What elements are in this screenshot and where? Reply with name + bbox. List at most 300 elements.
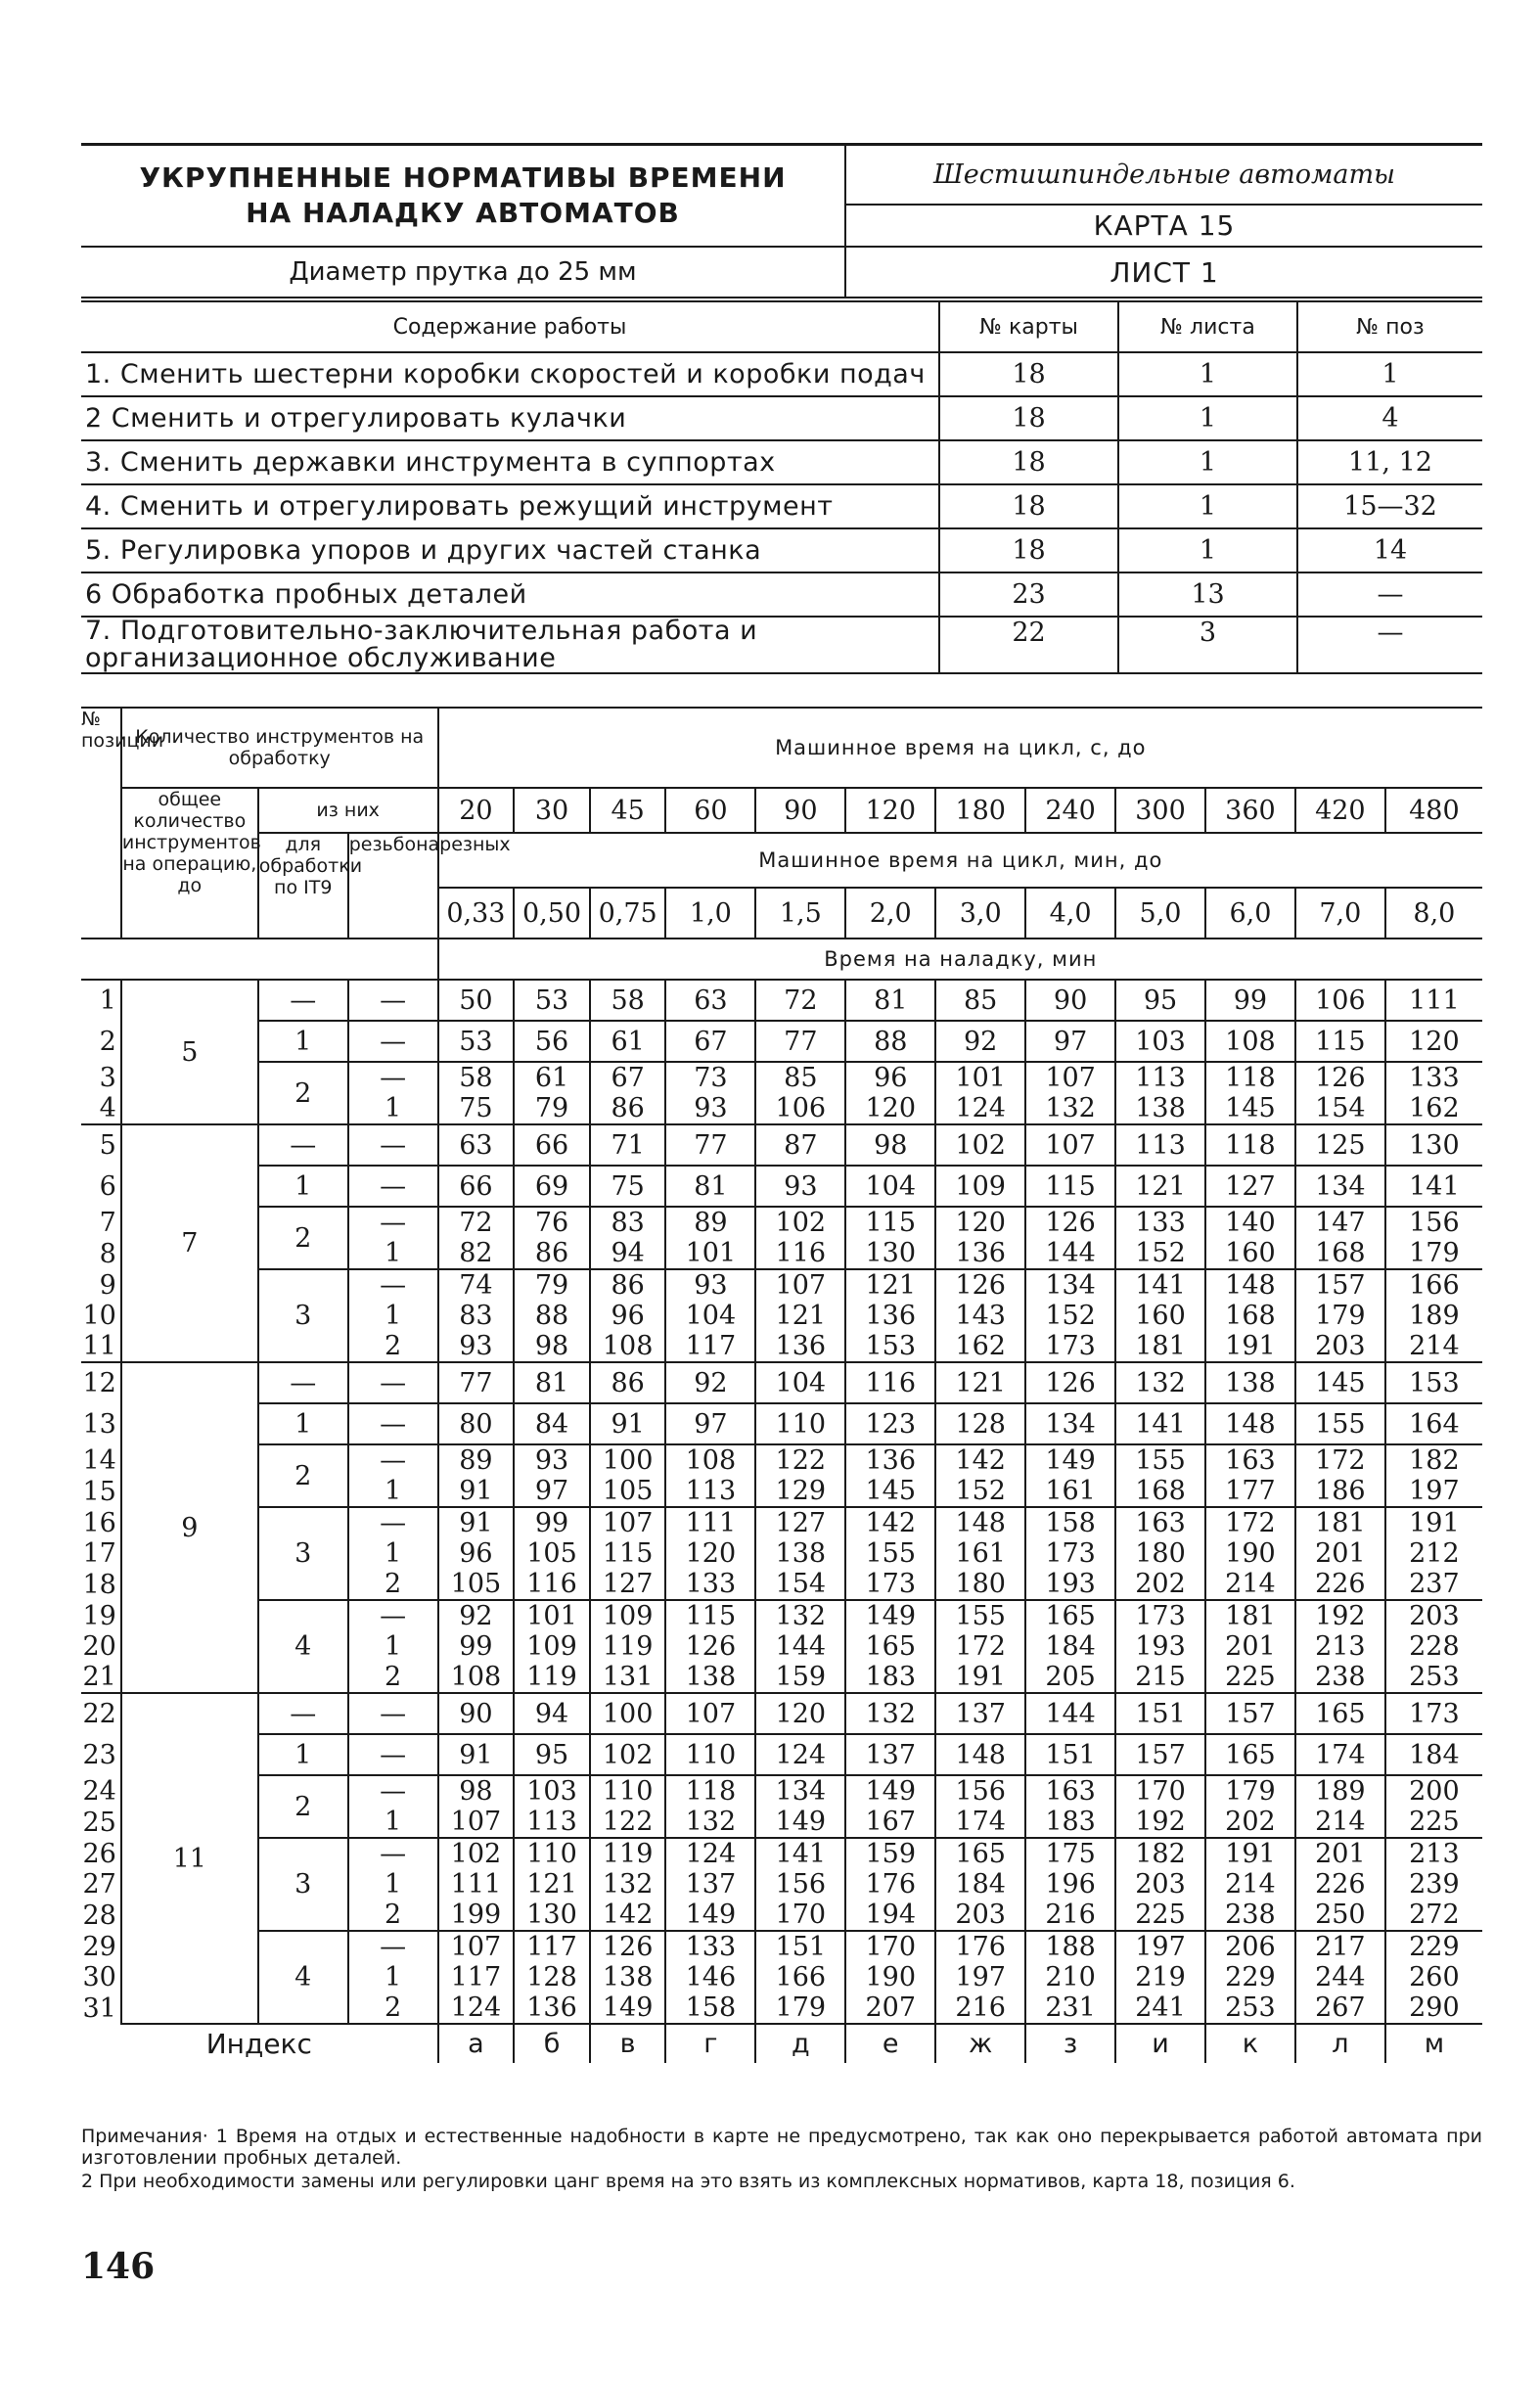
minutes-header-cell: 5,0 <box>1115 888 1205 939</box>
setup-time-value: 86 <box>590 1362 666 1403</box>
setup-time-value: 69 <box>514 1166 590 1207</box>
setup-time-value: 155 <box>935 1600 1025 1631</box>
index-row <box>81 2024 1482 2063</box>
index-letter: а <box>438 2024 515 2063</box>
setup-time-value: 142 <box>935 1444 1025 1476</box>
seconds-header-cell: 60 <box>665 788 755 833</box>
thread-tools: — <box>348 1269 438 1301</box>
setup-time-value: 176 <box>845 1869 935 1900</box>
setup-time-value: 216 <box>935 1992 1025 2024</box>
setup-time-value: 267 <box>1295 1992 1385 2024</box>
summary-cell: 13 <box>1118 572 1297 617</box>
setup-time-value: 181 <box>1295 1507 1385 1538</box>
setup-time-value: 104 <box>755 1362 845 1403</box>
setup-time-value: 113 <box>514 1807 590 1838</box>
position-number: 30 <box>81 1962 121 1992</box>
setup-time-value: 133 <box>665 1569 755 1600</box>
setup-time-value: 97 <box>665 1403 755 1444</box>
setup-time-value: 138 <box>755 1538 845 1569</box>
thread-tools: 1 <box>348 1301 438 1331</box>
setup-time-value: 241 <box>1115 1992 1205 2024</box>
summary-cell: — <box>1297 617 1482 673</box>
col-header-thread: резьбонарезных <box>348 833 438 939</box>
setup-time-value: 157 <box>1295 1269 1385 1301</box>
setup-time-value: 216 <box>1025 1900 1115 1931</box>
setup-time-value: 86 <box>590 1093 666 1124</box>
thread-tools: 2 <box>348 1662 438 1693</box>
it9-tools: 3 <box>258 1838 348 1931</box>
setup-time-value: 82 <box>438 1238 515 1269</box>
setup-time-value: 117 <box>438 1962 515 1992</box>
setup-time-value: 202 <box>1205 1807 1295 1838</box>
thread-tools: 1 <box>348 1869 438 1900</box>
setup-time-value: 130 <box>1385 1124 1482 1166</box>
setup-time-value: 126 <box>665 1631 755 1662</box>
setup-time-value: 172 <box>935 1631 1025 1662</box>
setup-time-value: 96 <box>590 1301 666 1331</box>
summary-header-cell: № поз <box>1297 301 1482 352</box>
setup-time-value: 225 <box>1205 1662 1295 1693</box>
thread-tools: — <box>348 1734 438 1775</box>
thread-tools: — <box>348 1362 438 1403</box>
position-number: 21 <box>81 1662 121 1693</box>
setup-time-value: 197 <box>1115 1931 1205 1962</box>
setup-time-value: 124 <box>755 1734 845 1775</box>
setup-time-value: 118 <box>1205 1124 1295 1166</box>
setup-time-value: 107 <box>1025 1124 1115 1166</box>
setup-time-value: 142 <box>590 1900 666 1931</box>
setup-time-value: 126 <box>590 1931 666 1962</box>
setup-time-value: 226 <box>1295 1569 1385 1600</box>
setup-time-value: 182 <box>1115 1838 1205 1869</box>
setup-time-value: 141 <box>755 1838 845 1869</box>
setup-time-value: 125 <box>1295 1124 1385 1166</box>
setup-time-value: 141 <box>1385 1166 1482 1207</box>
setup-time-value: 91 <box>438 1734 515 1775</box>
index-letter: г <box>665 2024 755 2063</box>
it9-tools: — <box>258 1693 348 1734</box>
setup-time-value: 290 <box>1385 1992 1482 2024</box>
index-letter: з <box>1025 2024 1115 2063</box>
table-row <box>81 1124 1482 1166</box>
setup-time-value: 126 <box>1025 1362 1115 1403</box>
setup-time-value: 190 <box>845 1962 935 1992</box>
setup-time-value: 152 <box>1115 1238 1205 1269</box>
setup-time-value: 212 <box>1385 1538 1482 1569</box>
setup-time-value: 168 <box>1205 1301 1295 1331</box>
setup-time-value: 111 <box>665 1507 755 1538</box>
setup-time-value: 66 <box>438 1166 515 1207</box>
setup-time-value: 238 <box>1205 1900 1295 1931</box>
setup-time-value: 81 <box>665 1166 755 1207</box>
setup-time-value: 72 <box>755 980 845 1021</box>
thread-tools: 1 <box>348 1476 438 1507</box>
setup-time-value: 86 <box>590 1269 666 1301</box>
setup-time-value: 91 <box>438 1507 515 1538</box>
setup-time-value: 201 <box>1295 1838 1385 1869</box>
it9-tools: 2 <box>258 1062 348 1124</box>
setup-time-value: 184 <box>1025 1631 1115 1662</box>
it9-tools: 1 <box>258 1021 348 1062</box>
position-number: 27 <box>81 1869 121 1900</box>
setup-time-value: 127 <box>755 1507 845 1538</box>
summary-header-cell: № листа <box>1118 301 1297 352</box>
setup-time-value: 122 <box>755 1444 845 1476</box>
position-number: 11 <box>81 1331 121 1362</box>
it9-tools: 4 <box>258 1931 348 2024</box>
setup-time-value: 154 <box>755 1569 845 1600</box>
position-number: 22 <box>81 1693 121 1734</box>
summary-cell: — <box>1297 572 1482 617</box>
setup-time-value: 161 <box>1025 1476 1115 1507</box>
setup-time-value: 191 <box>1205 1838 1295 1869</box>
setup-time-value: 163 <box>1025 1775 1115 1807</box>
setup-time-value: 124 <box>665 1838 755 1869</box>
page-number: 146 <box>81 2246 156 2287</box>
setup-time-value: 203 <box>1295 1331 1385 1362</box>
summary-cell: 18 <box>939 396 1118 440</box>
title-line-2: НА НАЛАДКУ АВТОМАТОВ <box>246 197 680 229</box>
setup-time-value: 115 <box>1025 1166 1115 1207</box>
setup-time-value: 151 <box>1115 1693 1205 1734</box>
index-letter: м <box>1424 2029 1445 2059</box>
setup-time-value: 108 <box>590 1331 666 1362</box>
setup-time-value: 149 <box>845 1775 935 1807</box>
setup-time-value: 101 <box>935 1062 1025 1093</box>
setup-time-value: 132 <box>1115 1362 1205 1403</box>
table-row <box>81 1931 1482 1962</box>
it9-tools: 3 <box>258 1507 348 1600</box>
setup-time-value: 156 <box>755 1869 845 1900</box>
setup-time-value: 165 <box>935 1838 1025 1869</box>
setup-time-value: 144 <box>1025 1693 1115 1734</box>
table-row <box>81 980 1482 1021</box>
setup-time-value: 73 <box>665 1062 755 1093</box>
setup-time-value: 81 <box>845 980 935 1021</box>
setup-time-value: 141 <box>1115 1269 1205 1301</box>
setup-time-value: 87 <box>755 1124 845 1166</box>
table-row <box>81 1062 1482 1093</box>
setup-time-value: 96 <box>845 1062 935 1093</box>
setup-time-value: 127 <box>590 1569 666 1600</box>
index-letter: ж <box>935 2024 1025 2063</box>
position-number: 23 <box>81 1734 121 1775</box>
setup-time-value: 121 <box>514 1869 590 1900</box>
minutes-header-cell: 8,0 <box>1385 888 1482 939</box>
table-row <box>81 1507 1482 1538</box>
setup-time-value: 93 <box>665 1269 755 1301</box>
setup-time-value: 165 <box>1025 1600 1115 1631</box>
setup-time-value: 110 <box>755 1403 845 1444</box>
setup-time-value: 153 <box>1385 1362 1482 1403</box>
setup-time-value: 53 <box>438 1021 515 1062</box>
setup-time-value: 192 <box>1295 1600 1385 1631</box>
setup-time-value: 90 <box>1025 980 1115 1021</box>
summary-cell: 1 <box>1297 352 1482 396</box>
setup-time-value: 115 <box>1295 1021 1385 1062</box>
setup-time-value: 253 <box>1205 1992 1295 2024</box>
thread-tools: 2 <box>348 1331 438 1362</box>
setup-time-value: 137 <box>845 1734 935 1775</box>
position-number: 9 <box>81 1269 121 1301</box>
setup-time-value: 108 <box>1205 1021 1295 1062</box>
setup-time-value: 138 <box>1205 1362 1295 1403</box>
index-letter: в <box>590 2024 666 2063</box>
setup-time-value: 81 <box>514 1362 590 1403</box>
setup-time-value: 120 <box>935 1207 1025 1238</box>
setup-time-value: 151 <box>1025 1734 1115 1775</box>
position-number: 16 <box>81 1507 121 1538</box>
summary-cell: 1. Сменить шестерни коробки скоростей и коробки подач <box>81 352 939 396</box>
setup-time-value: 77 <box>665 1124 755 1166</box>
setup-time-value: 67 <box>665 1021 755 1062</box>
setup-time-value: 225 <box>1115 1900 1205 1931</box>
setup-time-value: 136 <box>935 1238 1025 1269</box>
position-number: 14 <box>81 1444 121 1476</box>
setup-time-value: 160 <box>1115 1301 1205 1331</box>
setup-time-value: 134 <box>755 1775 845 1807</box>
total-tools: 5 <box>121 980 258 1124</box>
setup-time-value: 103 <box>1115 1021 1205 1062</box>
setup-time-value: 107 <box>665 1693 755 1734</box>
setup-time-value: 136 <box>845 1444 935 1476</box>
sheet-number: ЛИСТ 1 <box>1110 255 1219 289</box>
setup-time-value: 113 <box>665 1476 755 1507</box>
setup-time-value: 231 <box>1025 1992 1115 2024</box>
setup-time-value: 147 <box>1295 1207 1385 1238</box>
setup-time-value: 111 <box>438 1869 515 1900</box>
setup-time-value: 75 <box>590 1166 666 1207</box>
minutes-header-cell: 4,0 <box>1025 888 1115 939</box>
setup-time-value: 132 <box>1025 1093 1115 1124</box>
setup-time-value: 133 <box>1385 1062 1482 1093</box>
summary-cell: 2 Сменить и отрегулировать кулачки <box>81 396 939 440</box>
table-row <box>81 1269 1482 1301</box>
summary-row <box>81 528 1482 572</box>
thread-tools: 1 <box>348 1631 438 1662</box>
setup-time-value: 86 <box>514 1238 590 1269</box>
setup-time-value: 119 <box>514 1662 590 1693</box>
summary-header-cell: Содержание работы <box>81 301 939 352</box>
setup-time-value: 144 <box>1025 1238 1115 1269</box>
setup-time-value: 93 <box>665 1093 755 1124</box>
setup-time-value: 130 <box>845 1238 935 1269</box>
setup-time-value: 80 <box>438 1403 515 1444</box>
setup-time-value: 99 <box>438 1631 515 1662</box>
setup-time-value: 106 <box>1295 980 1385 1021</box>
setup-time-value: 238 <box>1295 1662 1385 1693</box>
setup-time-value: 173 <box>1025 1538 1115 1569</box>
setup-time-value: 260 <box>1385 1962 1482 1992</box>
setup-time-value: 214 <box>1295 1807 1385 1838</box>
index-letter: л <box>1295 2024 1385 2063</box>
setup-time-value: 93 <box>755 1166 845 1207</box>
setup-time-value: 50 <box>438 980 515 1021</box>
thread-tools: 1 <box>348 1093 438 1124</box>
seconds-header-cell: 360 <box>1205 788 1295 833</box>
setup-time-value: 154 <box>1295 1093 1385 1124</box>
setup-time-value: 157 <box>1115 1734 1205 1775</box>
setup-time-value: 99 <box>1205 980 1295 1021</box>
setup-time-value: 149 <box>665 1900 755 1931</box>
summary-cell: 1 <box>1118 528 1297 572</box>
setup-time-value: 155 <box>845 1538 935 1569</box>
setup-time-value: 98 <box>845 1124 935 1166</box>
table-row <box>81 1021 1482 1062</box>
setup-time-value: 146 <box>665 1962 755 1992</box>
machine-time-minutes-label: Машинное время на цикл, мин, до <box>438 833 1482 888</box>
setup-time-value: 128 <box>514 1962 590 1992</box>
seconds-header-cell: 180 <box>935 788 1025 833</box>
it9-tools: 1 <box>258 1403 348 1444</box>
setup-time-value: 148 <box>935 1734 1025 1775</box>
setup-time-value: 197 <box>935 1962 1025 1992</box>
setup-time-value: 244 <box>1295 1962 1385 1992</box>
setup-time-value: 90 <box>438 1693 515 1734</box>
setup-time-value: 203 <box>1115 1869 1205 1900</box>
setup-time-value: 179 <box>755 1992 845 2024</box>
setup-time-value: 100 <box>590 1693 666 1734</box>
setup-time-value: 164 <box>1385 1403 1482 1444</box>
setup-time-value: 102 <box>590 1734 666 1775</box>
thread-tools: — <box>348 1166 438 1207</box>
setup-time-value: 85 <box>935 980 1025 1021</box>
minutes-header-cell: 2,0 <box>845 888 935 939</box>
position-number: 17 <box>81 1538 121 1569</box>
thread-tools: 2 <box>348 1992 438 2024</box>
setup-time-value: 120 <box>755 1693 845 1734</box>
position-number: 4 <box>81 1093 121 1124</box>
setup-time-value: 115 <box>845 1207 935 1238</box>
it9-tools: 1 <box>258 1166 348 1207</box>
setup-time-value: 148 <box>935 1507 1025 1538</box>
card-number: КАРТА 15 <box>1093 208 1236 242</box>
setup-time-value: 121 <box>1115 1166 1205 1207</box>
setup-time-value: 107 <box>438 1931 515 1962</box>
setup-time-value: 142 <box>845 1507 935 1538</box>
setup-time-value: 191 <box>1205 1331 1295 1362</box>
setup-time-value: 137 <box>935 1693 1025 1734</box>
setup-time-value: 156 <box>935 1775 1025 1807</box>
table-row <box>81 1444 1482 1476</box>
setup-time-value: 109 <box>590 1600 666 1631</box>
setup-time-value: 166 <box>1385 1269 1482 1301</box>
minutes-header-cell: 0,75 <box>590 888 666 939</box>
setup-time-value: 132 <box>590 1869 666 1900</box>
thread-tools: — <box>348 1693 438 1734</box>
col-header-total: общее количество инструментов на операцию, до <box>121 788 258 939</box>
setup-time-value: 105 <box>590 1476 666 1507</box>
setup-time-value: 105 <box>438 1569 515 1600</box>
index-letter: и <box>1115 2024 1205 2063</box>
setup-time-value: 93 <box>438 1331 515 1362</box>
setup-time-value: 120 <box>665 1538 755 1569</box>
seconds-header-cell: 420 <box>1295 788 1385 833</box>
setup-time-value: 126 <box>935 1269 1025 1301</box>
setup-time-value: 213 <box>1385 1838 1482 1869</box>
setup-time-value: 127 <box>1205 1166 1295 1207</box>
seconds-header-cell: 480 <box>1385 788 1482 833</box>
setup-time-value: 144 <box>755 1631 845 1662</box>
setup-time-value: 173 <box>1385 1693 1482 1734</box>
setup-time-value: 193 <box>1115 1631 1205 1662</box>
position-number: 25 <box>81 1807 121 1838</box>
setup-time-value: 123 <box>845 1403 935 1444</box>
seconds-header-cell: 300 <box>1115 788 1205 833</box>
setup-time-value: 191 <box>935 1662 1025 1693</box>
setup-time-value: 121 <box>755 1301 845 1331</box>
setup-time-value: 272 <box>1385 1900 1482 1931</box>
setup-time-value: 138 <box>590 1962 666 1992</box>
setup-time-value: 179 <box>1205 1775 1295 1807</box>
setup-time-value: 79 <box>514 1093 590 1124</box>
setup-time-value: 168 <box>1115 1476 1205 1507</box>
summary-cell: 22 <box>939 617 1118 673</box>
setup-time-value: 97 <box>1025 1021 1115 1062</box>
setup-time-value: 115 <box>665 1600 755 1631</box>
position-number: 18 <box>81 1569 121 1600</box>
summary-row <box>81 440 1482 484</box>
position-number: 12 <box>81 1362 121 1403</box>
setup-time-value: 103 <box>514 1775 590 1807</box>
setup-time-value: 83 <box>438 1301 515 1331</box>
setup-time-value: 95 <box>1115 980 1205 1021</box>
setup-time-value: 191 <box>1385 1507 1482 1538</box>
setup-time-value: 207 <box>845 1992 935 2024</box>
summary-cell: 18 <box>939 484 1118 528</box>
it9-tools: — <box>258 1124 348 1166</box>
setup-time-value: 205 <box>1025 1662 1115 1693</box>
setup-time-value: 63 <box>438 1124 515 1166</box>
summary-cell: 7. Подготовительно-заключительная работа и организационное обслуживание <box>81 617 939 673</box>
setup-time-value: 152 <box>1025 1301 1115 1331</box>
setup-time-value: 153 <box>845 1331 935 1362</box>
setup-time-value: 132 <box>755 1600 845 1631</box>
setup-time-value: 105 <box>514 1538 590 1569</box>
seconds-header-cell: 30 <box>514 788 590 833</box>
setup-time-value: 83 <box>590 1207 666 1238</box>
setup-time-value: 229 <box>1205 1962 1295 1992</box>
machine-time-seconds-label: Машинное время на цикл, с, до <box>438 708 1482 788</box>
setup-time-value: 136 <box>755 1331 845 1362</box>
bar-diameter: Диаметр прутка до 25 мм <box>289 257 637 287</box>
setup-time-value: 110 <box>590 1775 666 1807</box>
setup-time-value: 98 <box>514 1331 590 1362</box>
minutes-header-cell: 3,0 <box>935 888 1025 939</box>
summary-table <box>81 300 1482 674</box>
summary-cell: 3. Сменить державки инструмента в суппортах <box>81 440 939 484</box>
setup-time-value: 214 <box>1205 1569 1295 1600</box>
setup-time-value: 196 <box>1025 1869 1115 1900</box>
setup-time-value: 100 <box>590 1444 666 1476</box>
index-letter: д <box>755 2024 845 2063</box>
setup-time-value: 107 <box>590 1507 666 1538</box>
thread-tools: — <box>348 1444 438 1476</box>
setup-time-value: 104 <box>845 1166 935 1207</box>
position-number: 15 <box>81 1476 121 1507</box>
setup-time-value: 145 <box>1295 1362 1385 1403</box>
setup-time-value: 188 <box>1025 1931 1115 1962</box>
setup-time-value: 128 <box>935 1403 1025 1444</box>
setup-time-value: 137 <box>665 1869 755 1900</box>
setup-time-value: 174 <box>1295 1734 1385 1775</box>
setup-time-value: 76 <box>514 1207 590 1238</box>
thread-tools: 1 <box>348 1962 438 1992</box>
setup-time-value: 118 <box>665 1775 755 1807</box>
setup-time-value: 67 <box>590 1062 666 1093</box>
thread-tools: — <box>348 1403 438 1444</box>
summary-cell: 4. Сменить и отрегулировать режущий инструмент <box>81 484 939 528</box>
